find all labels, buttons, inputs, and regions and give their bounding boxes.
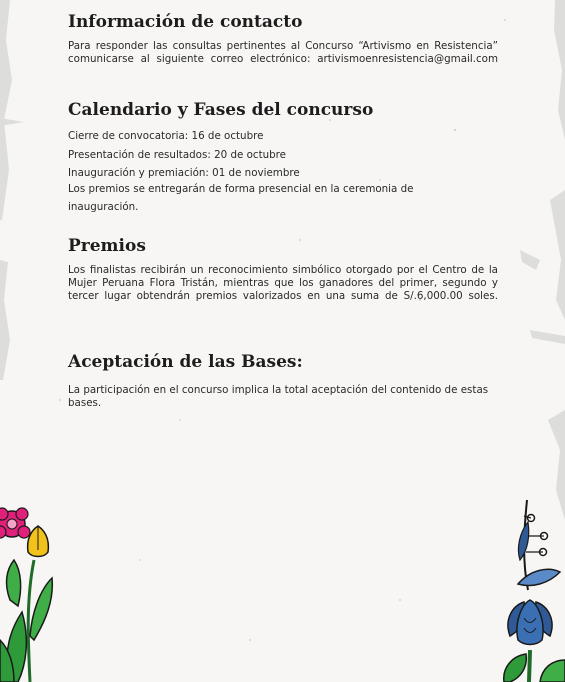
right-flowers-illustration bbox=[504, 500, 565, 682]
aceptacion-body: La participación en el concurso implica la total aceptación del contenido de estas bases. bbox=[68, 384, 489, 409]
premios-body: Los finalistas recibirán un reconocimiento simbólico otorgado por el Centro de la Mujer Peruana Flora Tristán, mientras que los ganadores del primer, segundo y tercer lugar obtendrán premios valorizados en una suma de S/.6,000.00 soles. bbox=[68, 264, 498, 302]
heading-informacion-contacto: Información de contacto bbox=[68, 12, 303, 32]
calendario-note-line2: inauguración. bbox=[68, 201, 139, 213]
yellow-tulip-icon bbox=[28, 526, 49, 557]
calendario-item-resultados: Presentación de resultados: 20 de octubre bbox=[68, 149, 287, 161]
heading-calendario-fases: Calendario y Fases del concurso bbox=[68, 100, 374, 120]
heading-premios: Premios bbox=[68, 236, 146, 256]
calendario-item-cierre: Cierre de convocatoria: 16 de octubre bbox=[68, 130, 264, 142]
heading-aceptacion-bases: Aceptación de las Bases: bbox=[68, 352, 303, 372]
calendario-item-inauguracion: Inauguración y premiación: 01 de noviembre bbox=[68, 167, 300, 179]
contacto-body: Para responder las consultas pertinentes al Concurso “Artivismo en Resistencia” comunicarse al siguiente correo electrónico: artivismoenresistencia@gmail.com bbox=[68, 40, 498, 65]
pink-flower-icon bbox=[0, 508, 30, 538]
left-flowers-illustration bbox=[0, 508, 52, 682]
calendario-note-line1: Los premios se entregarán de forma presencial en la ceremonia de bbox=[68, 183, 414, 195]
blue-flower-icon bbox=[508, 600, 552, 645]
